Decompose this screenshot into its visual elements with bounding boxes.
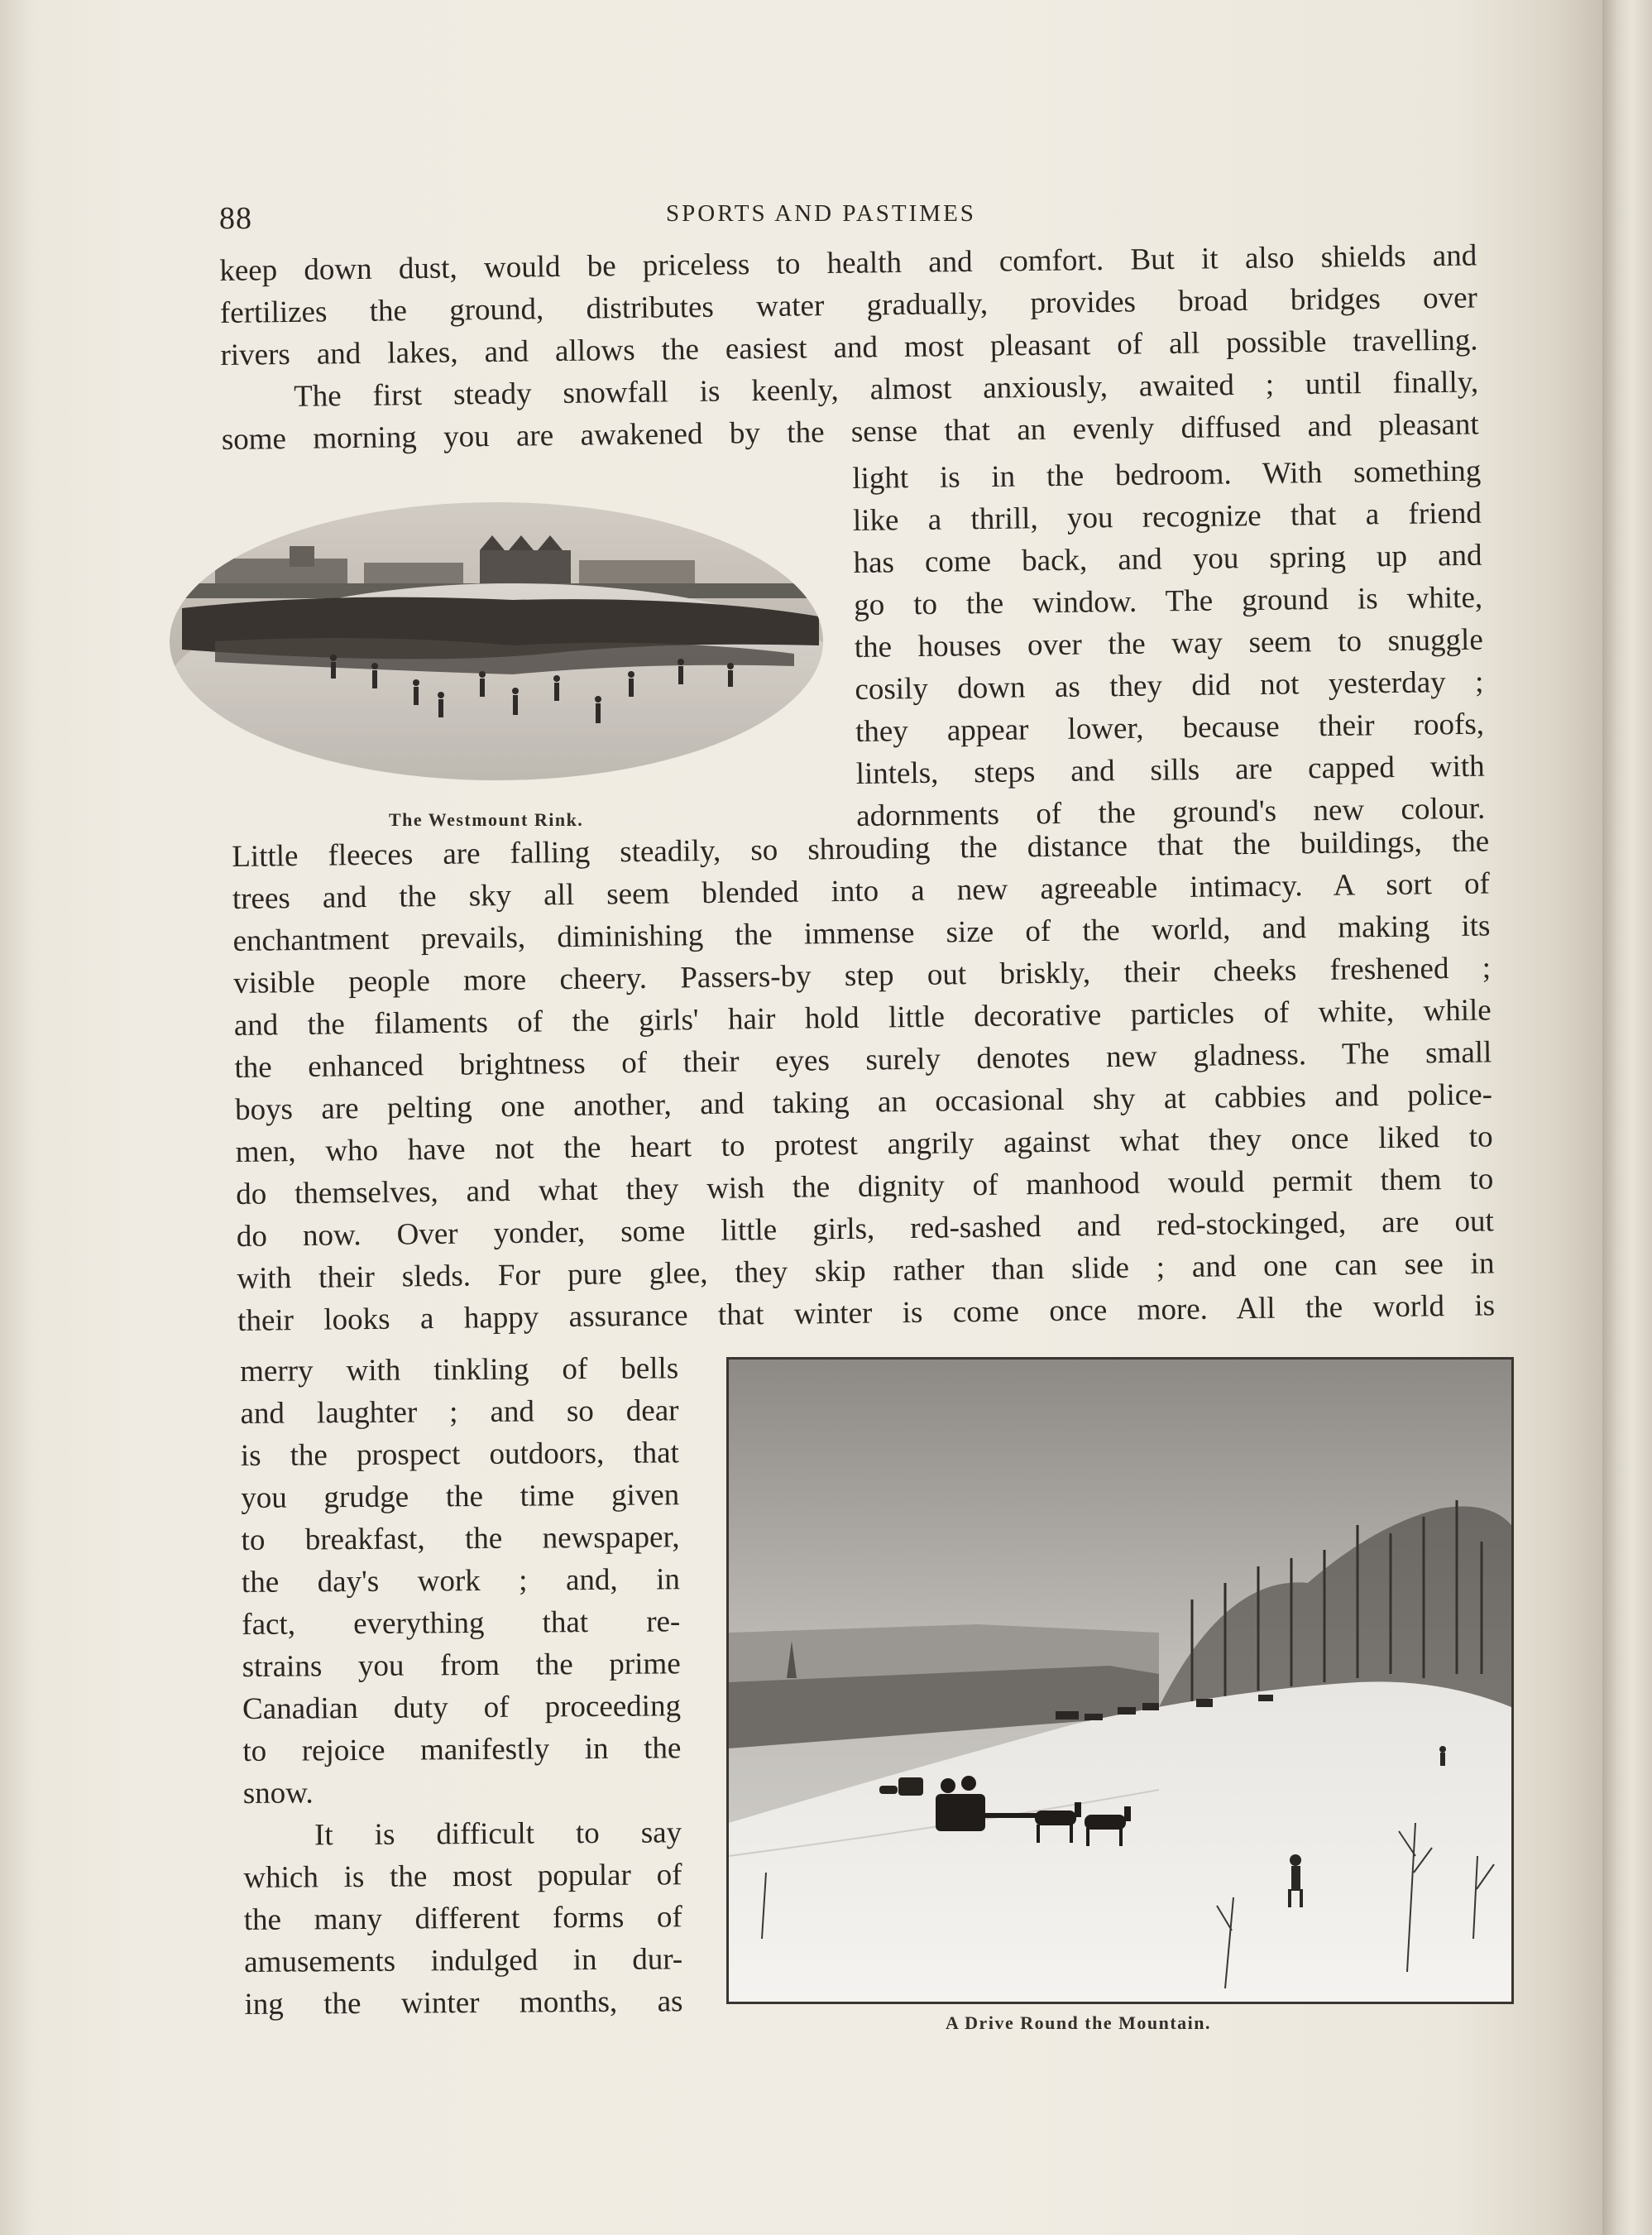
text-line: their looks a happy assurance that winter is come once more. All the world is — [237, 1288, 1496, 1338]
text-line: go to the window. The ground is white, — [853, 580, 1483, 622]
text-line: fact, everything that re- — [242, 1604, 681, 1642]
text-line: visible people more cheery. Passers-by step out briskly, their cheeks freshened ; — [232, 951, 1492, 1000]
text-line: the enhanced brightness of their eyes surely denotes new gladness. The small — [234, 1035, 1492, 1085]
text-line: some morning you are awakened by the sense that an evenly diffused and pleasant — [221, 407, 1479, 457]
text-block-left — [240, 1347, 683, 2026]
text-line: enchantment prevails, diminishing the immense size of the world, and making its — [232, 909, 1491, 958]
text-line: trees and the sky all seem blended into a new agreeable intimacy. A sort of — [232, 866, 1491, 916]
rink-photo-drawing — [165, 501, 827, 782]
text-block-top — [219, 234, 1479, 461]
text-line: do now. Over yonder, some little girls, red-sashed and red-stockinged, are out — [236, 1204, 1495, 1254]
westmount-rink-photo — [165, 501, 827, 782]
text-line: has come back, and you spring up and — [853, 538, 1482, 580]
text-line: they appear lower, because their roofs, — [855, 707, 1485, 749]
text-line: adornments of the ground's new colour. — [856, 791, 1486, 833]
running-title: SPORTS AND PASTIMES — [666, 200, 976, 227]
text-line: strains you from the prime — [242, 1647, 681, 1684]
running-head — [219, 200, 1493, 238]
text-line: and the filaments of the girls' hair hold little decorative particles of white, while — [233, 993, 1492, 1043]
text-line: keep down dust, would be priceless to health and comfort. But it also shields and — [219, 238, 1477, 288]
text-line: It is difficult to say — [314, 1815, 682, 1853]
mountain-drive-caption: A Drive Round the Mountain. — [946, 2012, 1212, 2033]
text-line: is the prospect outdoors, that — [240, 1436, 680, 1473]
text-line: The first steady snowfall is keenly, almost anxiously, awaited ; until finally, — [293, 365, 1479, 414]
text-line: amusements indulged in dur- — [244, 1942, 683, 1979]
text-line: and laughter ; and so dear — [240, 1393, 679, 1431]
text-line: like a thrill, you recognize that a friend — [852, 496, 1482, 538]
rink-caption: The Westmount Rink. — [389, 809, 584, 830]
text-line: ing the winter months, as — [244, 1984, 683, 2022]
text-line: merry with tinkling of bells — [240, 1351, 679, 1388]
text-line: to breakfast, the newspaper, — [241, 1520, 680, 1557]
text-line: Little fleeces are falling steadily, so shrouding the distance that the buildings, the — [232, 824, 1490, 874]
text-line: the houses over the way seem to snuggle — [854, 622, 1483, 664]
text-line: Canadian duty of proceeding — [242, 1689, 682, 1726]
text-line: boys are pelting one another, and taking an occasional shy at cabbies and police- — [234, 1077, 1493, 1127]
text-line: snow. — [242, 1776, 314, 1811]
text-line: with their sleds. For pure glee, they skip rather than slide ; and one can see in — [237, 1246, 1495, 1296]
mountain-drive-drawing — [729, 1360, 1511, 2002]
text-line: the day's work ; and, in — [241, 1562, 681, 1600]
text-line: to rejoice manifestly in the — [242, 1731, 682, 1768]
binding-gutter — [1602, 0, 1652, 2235]
text-line: you grudge the time given — [241, 1478, 680, 1515]
text-block-right — [852, 450, 1486, 837]
text-block-middle — [232, 820, 1495, 1342]
text-line: light is in the bedroom. With something — [852, 453, 1482, 496]
text-line: rivers and lakes, and allows the easiest and most pleasant of all possible travelling. — [220, 323, 1478, 372]
mountain-drive-photo — [726, 1357, 1514, 2004]
text-line: cosily down as they did not yesterday ; — [855, 664, 1484, 707]
text-line: which is the most popular of — [243, 1858, 682, 1895]
text-line: fertilizes the ground, distributes water gradually, provides broad bridges over — [219, 281, 1478, 330]
text-line: lintels, steps and sills are capped with — [855, 749, 1485, 791]
text-line: men, who have not the heart to protest angrily against what they once liked to — [235, 1120, 1493, 1169]
text-line: do themselves, and what they wish the dignity of manhood would permit them to — [236, 1162, 1494, 1211]
page-edge-shadow — [0, 0, 33, 2235]
page-number: 88 — [219, 201, 252, 236]
text-line: the many different forms of — [243, 1900, 682, 1937]
